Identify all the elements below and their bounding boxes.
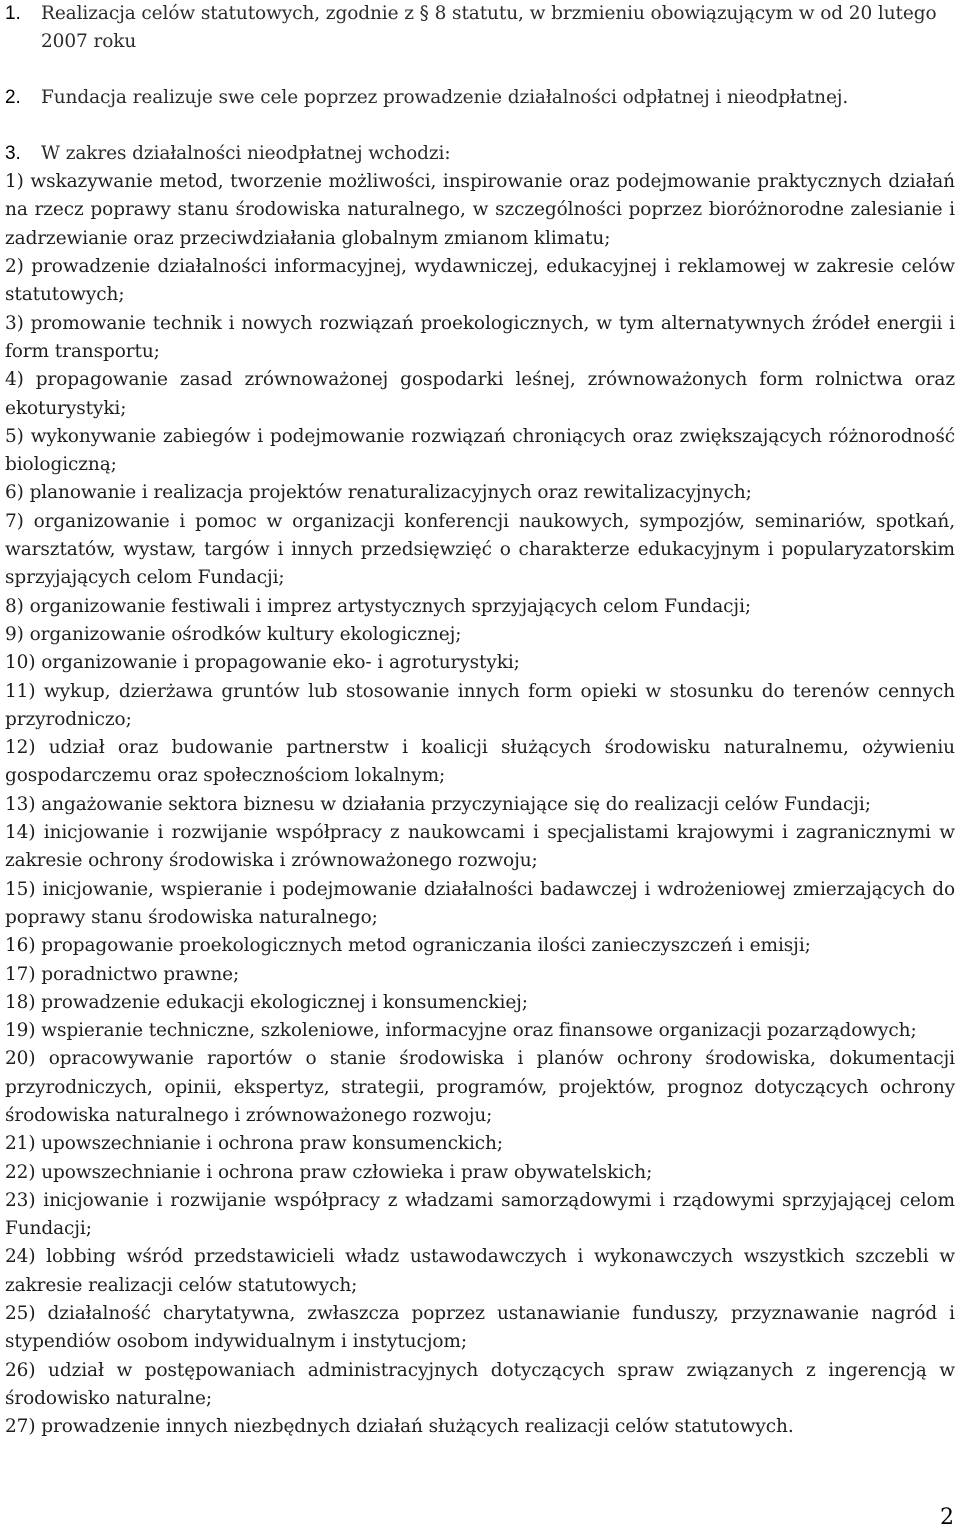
paragraph-text: W zakres działalności nieodpłatnej wchodzi: [41, 142, 451, 164]
list-item: 24) lobbing wśród przedstawicieli władz ustawodawczych i wykonawczych wszystkich szczebli w zakresie realizacji celów statutowych; [5, 1246, 955, 1296]
numbered-paragraph-2 [5, 84, 955, 112]
list-item: 17) poradnictwo prawne; [5, 963, 240, 985]
list-item: 15) inicjowanie, wspieranie i podejmowanie działalności badawczej i wdrożeniowej zmierzających do poprawy stanu środowiska naturalnego; [5, 878, 955, 928]
list-item: 10) organizowanie i propagowanie eko- i agroturystyki; [5, 652, 520, 674]
numbered-paragraph-3 [5, 140, 955, 168]
document-body [5, 0, 955, 1442]
list-item: 19) wspieranie techniczne, szkoleniowe, informacyjne oraz finansowe organizacji pozarządowych; [5, 1020, 917, 1042]
paragraph-number: 2. [5, 86, 21, 108]
numbered-paragraph-1 [5, 0, 955, 57]
list-item: 14) inicjowanie i rozwijanie współpracy z naukowcami i specjalistami krajowymi i zagranicznymi w zakresie ochrony środowiska i zrównoważonego rozwoju; [5, 822, 955, 872]
list-item: 20) opracowywanie raportów o stanie środowiska i planów ochrony środowiska, dokumentacji przyrodniczych, opinii, ekspertyz, strategii, programów, projektów, prognoz dotyczących ochrony środowiska naturalnego i zrównoważonego rozwoju; [5, 1048, 955, 1126]
paragraph-number: 1. [5, 3, 21, 24]
paragraph-text: Fundacja realizuje swe cele poprzez prowadzenie działalności odpłatnej i nieodpłatnej. [41, 86, 849, 108]
list-item: 4) propagowanie zasad zrównoważonej gospodarki leśnej, zrównoważonych form rolnictwa oraz ekoturystyki; [5, 369, 955, 419]
list-item: 13) angażowanie sektora biznesu w działania przyczyniające się do realizacji celów Fundacji; [5, 793, 871, 815]
list-item: 16) propagowanie proekologicznych metod ograniczania ilości zanieczyszczeń i emisji; [5, 935, 811, 957]
list-item: 26) udział w postępowaniach administracyjnych dotyczących spraw związanych z ingerencją w środowisko naturalne; [5, 1359, 955, 1409]
list-item: 21) upowszechnianie i ochrona praw konsumenckich; [5, 1133, 503, 1155]
list-item: 7) organizowanie i pomoc w organizacji konferencji naukowych, sympozjów, seminariów, spotkań, warsztatów, wystaw, targów i innych przedsięwzięć o charakterze edukacyjnym i popularyzatorskim sprzyjających celom Fundacji; [5, 510, 955, 589]
list-item: 27) prowadzenie innych niezbędnych działań służących realizacji celów statutowych. [5, 1416, 794, 1438]
list-item: 9) organizowanie ośrodków kultury ekologicznej; [5, 623, 462, 645]
list-item: 6) planowanie i realizacja projektów renaturalizacyjnych oraz rewitalizacyjnych; [5, 482, 752, 504]
list-item: 3) promowanie technik i nowych rozwiązań proekologicznych, w tym alternatywnych źródeł energii i form transportu; [5, 312, 955, 362]
list-item: 5) wykonywanie zabiegów i podejmowanie rozwiązań chroniących oraz zwiększających różnorodność biologiczną; [5, 425, 955, 476]
list-item: 25) działalność charytatywna, zwłaszcza poprzez ustanawianie funduszy, przyznawanie nagród i stypendiów osobom indywidualnym i instytucjom; [5, 1303, 955, 1353]
list-item: 1) wskazywanie metod, tworzenie możliwości, inspirowanie oraz podejmowanie praktycznych działań na rzecz poprawy stanu środowiska naturalnego, w szczególności poprzez bioróżnorodne zalesianie i zadrzewianie oraz przeciwdziałania globalnym zmianom klimatu; [5, 171, 955, 249]
list-item: 2) prowadzenie działalności informacyjnej, wydawniczej, edukacyjnej i reklamowej w zakresie celów statutowych; [5, 256, 955, 306]
list-item: 11) wykup, dzierżawa gruntów lub stosowanie innych form opieki w stosunku do terenów cennych przyrodniczo; [5, 680, 955, 730]
list-item: 23) inicjowanie i rozwijanie współpracy z władzami samorządowymi i rządowymi sprzyjającej celom Fundacji; [5, 1189, 955, 1240]
activity-list [5, 168, 955, 1441]
paragraph-number: 3. [5, 142, 21, 164]
list-item: 22) upowszechnianie i ochrona praw człowieka i praw obywatelskich; [5, 1161, 653, 1183]
list-item: 18) prowadzenie edukacji ekologicznej i konsumenckiej; [5, 991, 528, 1013]
page-number: 2 [940, 1505, 954, 1530]
paragraph-text: Realizacja celów statutowych, zgodnie z § 8 statutu, w brzmieniu obowiązującym w od 20 lutego 2007 roku [41, 3, 937, 53]
list-item: 12) udział oraz budowanie partnerstw i koalicji służących środowisku naturalnemu, ożywieniu gospodarczemu oraz społecznościom lokalnym; [5, 737, 955, 787]
list-item: 8) organizowanie festiwali i imprez artystycznych sprzyjających celom Fundacji; [5, 595, 752, 617]
